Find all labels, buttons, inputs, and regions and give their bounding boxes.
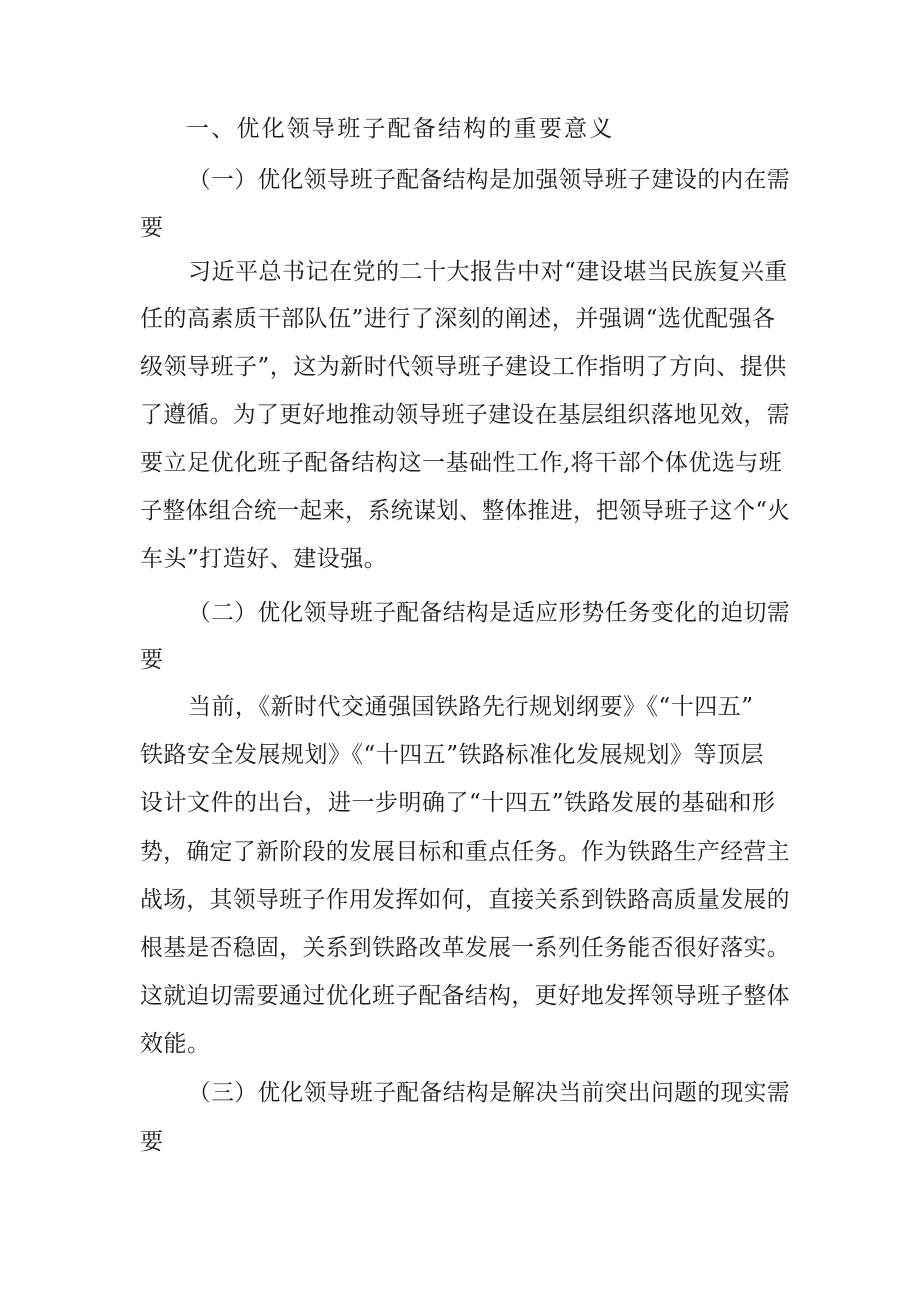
section-2-heading-line-2: 要 (140, 647, 164, 673)
section-1-paragraph-line: 习近平总书记在党的二十大报告中对“建设堪当民族复兴重 (188, 259, 788, 285)
section-2-paragraph-line: 战场，其领导班子作用发挥如何，直接关系到铁路高质量发展的 (140, 887, 790, 913)
main-heading: 一、优化领导班子配备结构的重要意义 (186, 116, 615, 142)
section-2-paragraph-line: 势，确定了新阶段的发展目标和重点任务。作为铁路生产经营主 (140, 839, 790, 865)
section-1-paragraph-line: 要立足优化班子配备结构这一基础性工作,将干部个体优选与班 (140, 450, 783, 476)
section-2-paragraph-line: 效能。 (140, 1031, 211, 1057)
section-2-heading-line-1: （二）优化领导班子配备结构是适应形势任务变化的迫切需 (188, 600, 791, 626)
section-1-paragraph-line: 子整体组合统一起来，系统谋划、整体推进，把领导班子这个“火 (140, 498, 791, 524)
section-2-paragraph-line: 铁路安全发展规划》《“十四五”铁路标准化发展规划》等顶层 (140, 742, 765, 768)
section-1-paragraph-line: 车头”打造好、建设强。 (140, 546, 388, 572)
section-2-paragraph-line: 设计文件的出台，进一步明确了“十四五”铁路发展的基础和形 (140, 790, 776, 816)
section-1-paragraph-line: 任的高素质干部队伍”进行了深刻的阐述，并强调“选优配强各 (140, 306, 776, 332)
section-1-heading-line-1: （一）优化领导班子配备结构是加强领导班子建设的内在需 (188, 167, 791, 193)
section-2-paragraph-line: 这就迫切需要通过优化班子配备结构，更好地发挥领导班子整体 (140, 983, 790, 1009)
section-1-heading-line-2: 要 (140, 215, 164, 241)
section-3-heading-line-2: 要 (140, 1129, 164, 1155)
section-2-paragraph-line: 根基是否稳固，关系到铁路改革发展一系列任务能否很好落实。 (140, 935, 790, 961)
section-1-paragraph-line: 级领导班子”，这为新时代领导班子建设工作指明了方向、提供 (140, 354, 787, 380)
section-2-paragraph-line: 当前，《新时代交通强国铁路先行规划纲要》《“十四五” (188, 694, 754, 720)
section-1-paragraph-line: 了遵循。为了更好地推动领导班子建设在基层组织落地见效，需 (140, 402, 790, 428)
section-3-heading-line-1: （三）优化领导班子配备结构是解决当前突出问题的现实需 (188, 1080, 791, 1106)
